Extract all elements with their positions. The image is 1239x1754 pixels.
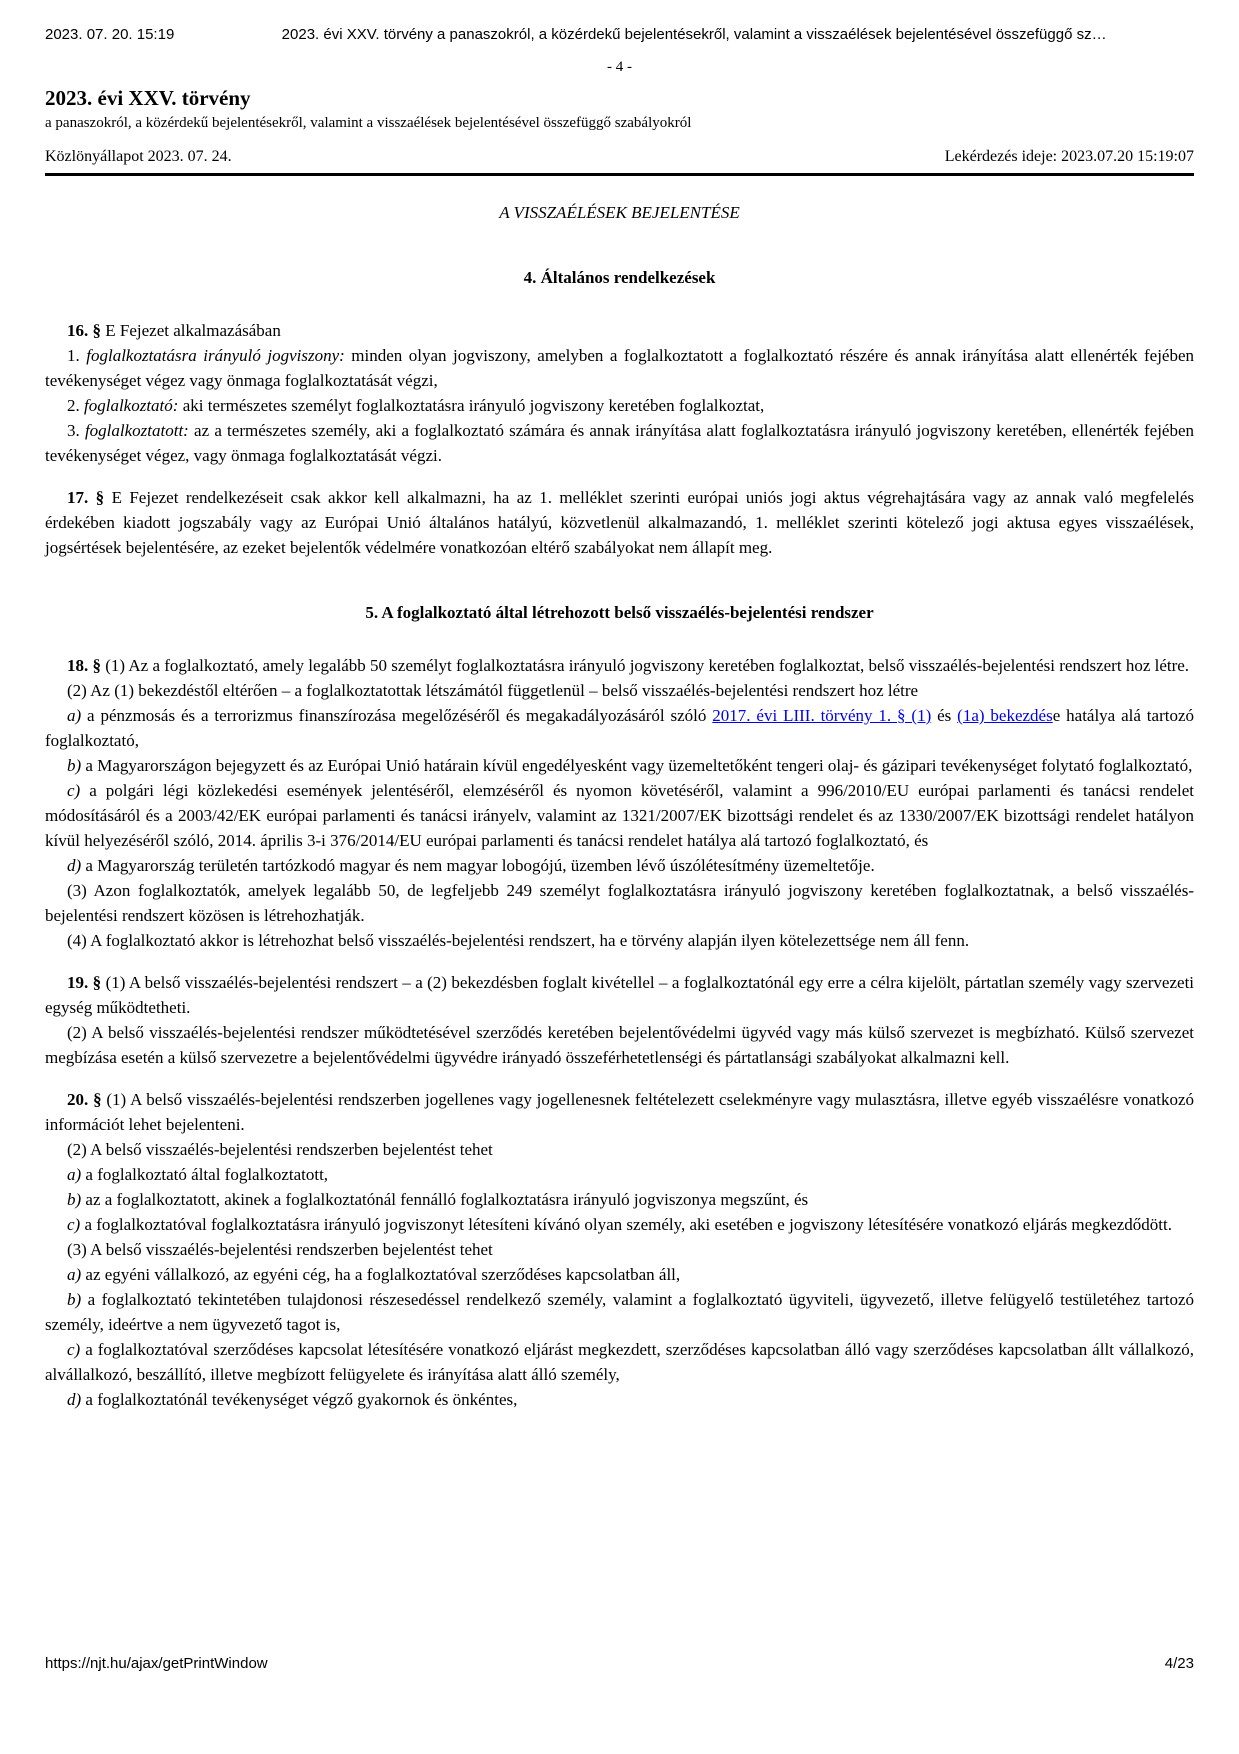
text-run: c) [67,1215,81,1234]
section-number: 19. § [67,973,106,992]
paragraph [45,678,1194,703]
paragraph [45,418,1194,468]
text-run: E Fejezet alkalmazásában [105,321,281,340]
text-run: (2) A belső visszaélés-bejelentési rendszer működtetésével szerződés keretében bejelentővédelmi ügyvéd vagy más külső szervezet is megbízható. Külső szervezet megbízása esetén a külső szervezetre a bejelentővédelmi ügyvédre irányadó összeférhetetlenségi és pártatlansági szabályokat alkalmazni kell. [45,1023,1194,1067]
law-title: 2023. évi XXV. törvény [45,86,251,110]
text-run: foglalkoztatott: [84,421,189,440]
text-run: minden olyan jogviszony, amelyben a foglalkoztatott a foglalkoztató részére és annak irányítása alatt ellenérték fejében tevékenységet végez vagy önmaga foglalkoztatását végzi, [45,346,1195,390]
text-run: a) [67,706,82,725]
text-run: (1) Az a foglalkoztató, amely legalább 50 személyt foglalkoztatásra irányuló jogviszony keretében foglalkoztat, belső visszaélés-bejelentési rendszert hoz létre. [105,656,1190,675]
gazette-state-label: Közlönyállapot 2023. 07. 24. [45,148,232,165]
print-timestamp: 2023. 07. 20. 15:19 [45,26,175,43]
text-run: az egyéni vállalkozó, az egyéni cég, ha a foglalkoztatóval szerződéses kapcsolatban áll, [81,1265,681,1284]
paragraph [45,1087,1194,1137]
paragraph [45,703,1194,753]
section-heading: 5. A foglalkoztató által létrehozott belső visszaélés-bejelentési rendszer [365,603,874,622]
text-run: (3) Azon foglalkoztatók, amelyek legalább 50, de legfeljebb 249 személyt foglalkoztatásra irányuló jogviszony keretében foglalkoztatnak, a belső visszaélés-bejelentési rendszert közösen is létrehozhatják. [45,881,1194,925]
chapter-heading: A VISSZAÉLÉSEK BEJELENTÉSE [499,203,740,222]
document-body [0,200,1239,1412]
paragraph [45,1187,1194,1212]
paragraph [45,1237,1194,1262]
footer-url: https://njt.hu/ajax/getPrintWindow [45,1655,268,1672]
print-header-row [45,26,1194,43]
header-divider [45,173,1194,176]
text-run: c) [67,781,81,800]
text-run: az a foglalkoztatott, akinek a foglalkoztatónál fennálló foglalkoztatásra irányuló jogviszonya megszűnt, és [81,1190,809,1209]
legal-reference-link[interactable]: (1a) bekezdés [957,706,1053,725]
text-run: a foglalkoztatónál tevékenységet végző gyakornok és önkéntes, [81,1390,518,1409]
paragraph [45,1262,1194,1287]
text-run: 2. [67,396,84,415]
text-run: a Magyarország területén tartózkodó magyar és nem magyar lobogójú, üzemben lévő úszólétesítmény üzemeltetője. [81,856,875,875]
section-number: 20. § [67,1090,107,1109]
text-run: E Fejezet rendelkezéseit csak akkor kell alkalmazni, ha az 1. melléklet szerinti európai uniós jogi aktus végrehajtására vagy az annak való megfelelés érdekében kiadott jogszabály vagy az Európai Unió általános hatályú, közvetlenül alkalmazandó, 1. melléklet szerinti kötelező jogi aktusa egyes visszaélések, jogsértések bejelentésére, az ezeket bejelentők védelmére vonatkozóan eltérő szabályokat nem állapít meg. [45,488,1195,557]
text-run: a pénzmosás és a terrorizmus finanszírozása megelőzéséről és megakadályozásáról szóló [81,706,713,725]
text-run: a foglalkoztató tekintetében tulajdonosi részesedéssel rendelkező személy, valamint a foglalkoztató ügyviteli, ügyvezető, illetve felügyelő testületéhez tartozó személy, ideértve a nem ügyvezető tagot is, [45,1290,1194,1334]
paragraph [45,653,1194,678]
law-subtitle: a panaszokról, a közérdekű bejelentésekről, valamint a visszaélések bejelentésével összefüggő szabályokról [45,115,692,131]
text-run: d) [67,1390,82,1409]
text-run: e hatálya alá tartozó foglalkoztató, [45,706,1195,750]
text-run: (3) A belső visszaélés-bejelentési rendszerben bejelentést tehet [67,1240,493,1259]
text-run: b) [67,1190,82,1209]
paragraph [45,878,1194,928]
query-time-label: Lekérdezés ideje: 2023.07.20 15:19:07 [944,148,1194,165]
paragraph [45,970,1194,1020]
paragraph [45,753,1194,778]
footer-page-indicator: 4/23 [1164,1655,1194,1672]
text-run: a foglalkoztató által foglalkoztatott, [81,1165,329,1184]
legal-reference-link[interactable]: 2017. évi LIII. törvény 1. § (1) [712,706,932,725]
text-run: a polgári légi közlekedési események jelentéséről, elemzéséről és nyomon követéséről, valamint a 996/2010/EU európai parlamenti és tanácsi rendelet módosításáról és a 2003/42/EK európai parlamenti és tanácsi irányelv, valamint az 1321/2007/EK bizottsági rendelet és az 1330/2007/EK bizottsági rendelet hatályon kívül helyezéséről szóló, 2014. április 3-i 376/2014/EU európai parlamenti és tanácsi rendelet hatálya alá tartozó foglalkoztató, és [45,781,1194,850]
text-run: d) [67,856,82,875]
paragraph [45,1287,1194,1337]
text-run: b) [67,756,82,775]
text-run: 3. [67,421,85,440]
text-run: (1) A belső visszaélés-bejelentési rendszerben jogellenes vagy jogellenesnek feltételezett cselekményre vagy mulasztásra, illetve egyéb visszaélésre vonatkozó információt lehet bejelenteni. [45,1090,1194,1134]
text-run: foglalkoztató: [84,396,179,415]
paragraph [45,1212,1194,1237]
text-run: és [931,706,958,725]
paragraph [45,318,1194,343]
paragraph [45,778,1194,853]
section-number: 17. § [67,488,112,507]
text-run: (4) A foglalkoztató akkor is létrehozhat belső visszaélés-bejelentési rendszert, ha e törvény alapján ilyen kötelezettsége nem áll fenn. [67,931,970,950]
text-run: c) [67,1340,81,1359]
section-heading: 4. Általános rendelkezések [523,268,716,287]
paragraph [45,1387,1194,1412]
text-run: az a természetes személy, aki a foglalkoztató számára és annak irányítása alatt foglalkoztatásra irányuló jogviszony keretében, ellenérték fejében tevékenységet végez, vagy önmaga foglalkoztatását végzi. [45,421,1195,465]
paragraph [45,928,1194,953]
header-document-title: 2023. évi XXV. törvény a panaszokról, a közérdekű bejelentésekről, valamint a visszaélések bejelentésével összefüggő sz… [281,26,1107,43]
text-run: b) [67,1290,82,1309]
text-run: a) [67,1265,82,1284]
page-number-marker: - 4 - [607,59,632,75]
paragraph [45,1337,1194,1387]
text-run: 1. [67,346,87,365]
page-header [0,0,1239,173]
text-run: aki természetes személyt foglalkoztatásra irányuló jogviszony keretében foglalkoztat, [178,396,765,415]
paragraph [45,853,1194,878]
paragraph [45,1162,1194,1187]
text-run: a foglalkoztatóval szerződéses kapcsolat létesítésére vonatkozó eljárást megkezdett, szerződéses kapcsolatban álló vagy szerződéses kapcsolatban állt vállalkozó, alvállalkozó, beszállító, illetve megbízott felügyelete és irányítása alatt álló személy, [45,1340,1194,1384]
text-run: a foglalkoztatóval foglalkoztatásra irányuló jogviszonyt létesíteni kívánó olyan személy, aki esetében e jogviszony létesítésére vonatkozó eljárás megkezdődött. [80,1215,1172,1234]
text-run: (1) A belső visszaélés-bejelentési rendszert – a (2) bekezdésben foglalt kivétellel – a foglalkoztatónál egy erre a célra kijelölt, pártatlan személy vagy szervezeti egység működtetheti. [45,973,1195,1017]
page-footer [45,1655,1194,1672]
paragraph [45,1020,1194,1070]
text-run: a Magyarországon bejegyzett és az Európai Unió határain kívül engedélyesként vagy üzemeltetőként tengeri olaj- és gázipari tevékenységet folytató foglalkoztató, [81,756,1193,775]
text-run: foglalkoztatásra irányuló jogviszony: [86,346,345,365]
text-run: (2) Az (1) bekezdéstől eltérően – a foglalkoztatottak létszámától függetlenül – belső visszaélés-bejelentési rendszert hoz létre [67,681,919,700]
document-meta-row [45,148,1194,173]
paragraph [45,343,1194,393]
section-number: 18. § [67,656,106,675]
paragraph [45,393,1194,418]
paragraph [45,485,1194,560]
section-number: 16. § [67,321,106,340]
paragraph [45,1137,1194,1162]
text-run: a) [67,1165,82,1184]
text-run: (2) A belső visszaélés-bejelentési rendszerben bejelentést tehet [67,1140,493,1159]
